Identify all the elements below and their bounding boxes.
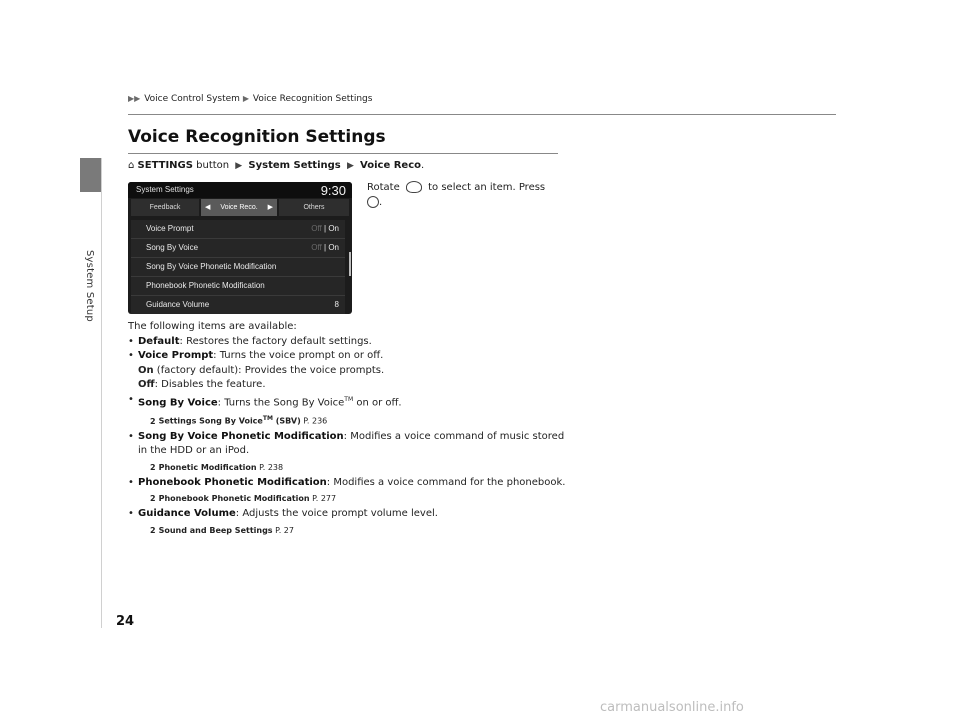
cross-reference-link[interactable]: 2 Sound and Beep Settings P. 27 <box>150 522 568 539</box>
screen-header <box>128 182 352 198</box>
reference-arrow-icon: 2 <box>150 416 156 426</box>
breadcrumb-arrow-icon: ▶ <box>242 94 249 103</box>
voice-reco-label: Voice Reco <box>360 160 422 171</box>
navigation-path: ⌂ SETTINGS button ▶ System Settings ▶ Voice Reco. <box>128 160 425 171</box>
item-guidance-volume: • Guidance Volume: Adjusts the voice prompt volume level. <box>128 508 438 520</box>
reference-arrow-icon: 2 <box>150 462 156 472</box>
settings-screen <box>128 182 352 314</box>
path-arrow-icon: ▶ <box>346 161 354 171</box>
cross-reference-link[interactable]: 2 Phonebook Phonetic Modification P. 277 <box>150 490 568 507</box>
system-settings-label: System Settings <box>248 160 341 171</box>
screen-tabs <box>131 199 349 216</box>
breadcrumb <box>128 94 372 104</box>
list-item-phonebook-phonetic[interactable]: Phonebook Phonetic Modification <box>131 277 345 296</box>
rotate-instruction: Rotate to select an item. Press . <box>367 182 546 208</box>
clock: 9:30 <box>320 183 346 198</box>
screen-title: System Settings <box>136 185 194 194</box>
tab-others[interactable]: Others <box>279 199 349 216</box>
settings-button-label: SETTINGS <box>137 160 193 171</box>
path-arrow-icon: ▶ <box>235 161 243 171</box>
item-sbv-phonetic: • Song By Voice Phonetic Modification: Modifies a voice command of music stored in the HDD or an iPod. <box>128 430 565 457</box>
item-song-by-voice: • Song By Voice: Turns the Song By Voice™ on or off. <box>128 393 402 408</box>
breadcrumb-part-2[interactable]: Voice Recognition Settings <box>252 94 373 104</box>
tab-left-arrow-icon: ◀ <box>205 204 211 211</box>
section-divider <box>101 158 102 628</box>
page-title: Voice Recognition Settings <box>128 127 386 147</box>
breadcrumb-arrow-icon: ▶▶ <box>128 94 141 103</box>
volume-value: 8 <box>334 300 339 309</box>
title-rule <box>128 153 558 154</box>
tab-voice-reco[interactable]: ◀ Voice Reco. ▶ <box>201 199 277 216</box>
item-default: • Default: Restores the factory default settings. <box>128 335 372 347</box>
toggle-value: Off | On <box>311 224 339 233</box>
tab-right-arrow-icon: ▶ <box>267 204 273 211</box>
item-voice-prompt: • Voice Prompt: Turns the voice prompt on or off. <box>128 350 384 361</box>
list-item-song-by-voice[interactable]: Song By Voice Off | On <box>131 239 345 258</box>
cross-reference-link[interactable]: 2 Phonetic Modification P. 238 <box>150 459 568 476</box>
item-descriptions <box>128 320 568 539</box>
interface-dial-icon <box>406 181 422 193</box>
header-rule <box>128 114 836 115</box>
settings-list <box>131 220 345 314</box>
list-item-sbv-phonetic[interactable]: Song By Voice Phonetic Modification <box>131 258 345 277</box>
breadcrumb-part-1[interactable]: Voice Control System <box>144 94 240 104</box>
toggle-value: Off | On <box>311 243 339 252</box>
intro-text: The following items are available: <box>128 321 297 332</box>
home-icon: ⌂ <box>128 160 135 171</box>
watermark-url: carmanualsonline.info <box>600 700 744 715</box>
tab-feedback[interactable]: Feedback <box>131 199 199 216</box>
reference-arrow-icon: 2 <box>150 525 156 535</box>
section-tab <box>80 158 102 192</box>
item-phonebook-phonetic: • Phonebook Phonetic Modification: Modifies a voice command for the phonebook. <box>128 476 566 488</box>
page-number: 24 <box>116 614 135 629</box>
sub-on: On (factory default): Provides the voice prompts. <box>138 364 385 376</box>
list-item-guidance-volume[interactable]: Guidance Volume 8 <box>131 296 345 314</box>
sub-off: Off: Disables the feature. <box>138 379 266 390</box>
list-item-voice-prompt[interactable]: Voice Prompt Off | On <box>131 220 345 239</box>
cross-reference-link[interactable]: 2 Settings Song By Voice™ (SBV) P. 236 <box>150 410 568 430</box>
list-scrollbar[interactable] <box>349 252 351 276</box>
press-dial-icon <box>367 196 379 208</box>
section-label: System Setup <box>84 250 95 322</box>
reference-arrow-icon: 2 <box>150 494 156 504</box>
